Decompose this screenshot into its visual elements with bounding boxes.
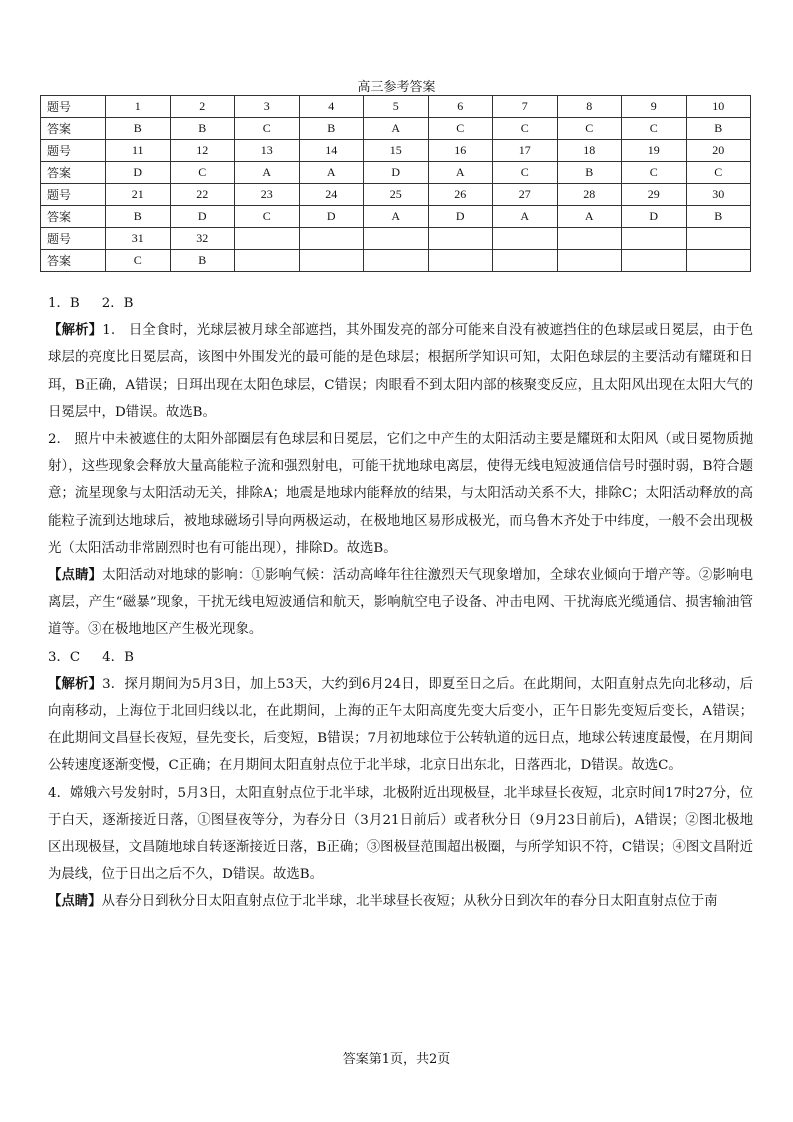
table-cell: 10 bbox=[686, 96, 751, 118]
table-cell: 20 bbox=[686, 140, 751, 162]
table-cell bbox=[493, 228, 558, 250]
table-cell: 15 bbox=[364, 140, 429, 162]
page-footer: 答案第1页，共2页 bbox=[342, 1052, 451, 1067]
explanations bbox=[48, 290, 753, 916]
answer-1: 1．B bbox=[48, 296, 80, 311]
table-cell: 32 bbox=[170, 228, 235, 250]
table-cell: 21 bbox=[106, 184, 171, 206]
table-row bbox=[41, 228, 751, 250]
table-row bbox=[41, 250, 751, 272]
table-cell bbox=[428, 228, 493, 250]
table-cell: 7 bbox=[493, 96, 558, 118]
table-cell: D bbox=[106, 162, 171, 184]
table-cell bbox=[299, 250, 364, 272]
table-cell: C bbox=[235, 118, 300, 140]
table-cell bbox=[364, 250, 429, 272]
row-label: 题号 bbox=[41, 140, 106, 162]
analysis-3-text: 3．探月期间为5月3日，加上53天，大约到6月24日，即夏至日之后。在此期间，太阳直射点先向北移动，后向南移动，上海位于北回归线以北，在此期间，上海的正午太阳高度先变大后变小，正午日影先变短后变长，A错误；在此期间文昌昼长夜短，昼先变长，后变短，B错误；7月初地球位于公转轨道的远日点，地球公转速度最慢，在月期间公转速度逐渐变慢，C正确；在月期间太阳直射点位于北半球，北京日出东北，日落西北，D错误。故选C。 bbox=[48, 676, 753, 774]
table-cell: C bbox=[428, 118, 493, 140]
table-cell: A bbox=[364, 206, 429, 228]
table-row bbox=[41, 162, 751, 184]
analysis-1 bbox=[48, 317, 753, 426]
analysis-tag: 【解析】 bbox=[48, 322, 103, 339]
table-cell: 26 bbox=[428, 184, 493, 206]
table-cell: 5 bbox=[364, 96, 429, 118]
row-label: 答案 bbox=[41, 206, 106, 228]
table-cell: C bbox=[493, 118, 558, 140]
table-cell: 24 bbox=[299, 184, 364, 206]
table-cell bbox=[493, 250, 558, 272]
table-row bbox=[41, 140, 751, 162]
table-cell: D bbox=[622, 206, 687, 228]
table-row bbox=[41, 118, 751, 140]
table-cell: C bbox=[493, 162, 558, 184]
answer-line-1-2 bbox=[48, 290, 753, 317]
table-cell: 2 bbox=[170, 96, 235, 118]
table-cell bbox=[622, 250, 687, 272]
table-cell: D bbox=[170, 206, 235, 228]
table-cell: A bbox=[299, 162, 364, 184]
table-cell: C bbox=[557, 118, 622, 140]
analysis-3 bbox=[48, 671, 753, 780]
answer-3: 3．C bbox=[48, 649, 81, 665]
table-cell: A bbox=[493, 206, 558, 228]
row-label: 答案 bbox=[41, 250, 106, 272]
table-cell bbox=[622, 228, 687, 250]
answer-line-3-4 bbox=[48, 644, 753, 671]
analysis-4-text: 4．嫦娥六号发射时，5月3日，太阳直射点位于北半球，北极附近出现极昼，北半球昼长夜短，北京时间17时27分，位于白天，逐渐接近日落，①图昼夜等分，为春分日（3月21日前后）或者秋分日（9月23日前后)，A错误；②图北极地区出现极昼，文昌随地球自转逐渐接近日落，B正确；③图极昼范围超出极圈，与所学知识不符，C错误；④图文昌附近为晨线，位于日出之后不久，D错误。故选B。 bbox=[48, 785, 753, 883]
table-cell bbox=[557, 228, 622, 250]
table-row bbox=[41, 206, 751, 228]
answer-4: 4．B bbox=[102, 649, 134, 665]
analysis-4 bbox=[48, 780, 753, 889]
table-cell: A bbox=[364, 118, 429, 140]
analysis-tag: 【解析】 bbox=[48, 675, 103, 692]
tip-2-text: 从春分日到秋分日太阳直射点位于北半球，北半球昼长夜短；从秋分日到次年的春分日太阳直射点位于南 bbox=[101, 894, 718, 910]
table-cell: A bbox=[557, 206, 622, 228]
table-cell: C bbox=[170, 162, 235, 184]
table-cell: 29 bbox=[622, 184, 687, 206]
table-cell: B bbox=[686, 118, 751, 140]
tip-tag: 【点睛】 bbox=[48, 567, 103, 584]
table-cell: 19 bbox=[622, 140, 687, 162]
answer-2: 2．B bbox=[101, 296, 134, 311]
table-cell: A bbox=[235, 162, 300, 184]
table-cell bbox=[686, 228, 751, 250]
page-title: 高三参考答案 bbox=[357, 80, 436, 95]
row-label: 答案 bbox=[41, 162, 106, 184]
table-cell: 11 bbox=[106, 140, 171, 162]
table-cell: 14 bbox=[299, 140, 364, 162]
table-cell: B bbox=[170, 250, 235, 272]
table-cell: 25 bbox=[364, 184, 429, 206]
table-cell bbox=[235, 250, 300, 272]
table-cell bbox=[235, 228, 300, 250]
row-label: 题号 bbox=[41, 96, 106, 118]
table-cell: 13 bbox=[235, 140, 300, 162]
table-cell bbox=[364, 228, 429, 250]
table-cell bbox=[557, 250, 622, 272]
row-label: 答案 bbox=[41, 118, 106, 140]
table-cell bbox=[686, 250, 751, 272]
table-cell: D bbox=[428, 206, 493, 228]
table-cell: C bbox=[622, 118, 687, 140]
table-cell: 6 bbox=[428, 96, 493, 118]
tip-tag: 【点睛】 bbox=[48, 893, 102, 910]
table-cell: D bbox=[299, 206, 364, 228]
table-cell: 23 bbox=[235, 184, 300, 206]
table-cell: A bbox=[428, 162, 493, 184]
table-cell: C bbox=[235, 206, 300, 228]
table-row bbox=[41, 96, 751, 118]
table-cell: 9 bbox=[622, 96, 687, 118]
table-cell: 28 bbox=[557, 184, 622, 206]
table-cell: 4 bbox=[299, 96, 364, 118]
table-cell: 31 bbox=[106, 228, 171, 250]
analysis-2-text: 2. 照片中未被遮住的太阳外部圈层有色球层和日冕层，它们之中产生的太阳活动主要是耀斑和太阳风（或日冕物质抛射），这些现象会释放大量高能粒子流和强烈射电，可能干扰地球电离层，使得无线电短波通信信号时强时弱，B符合题意；流星现象与太阳活动无关，排除A；地震是地球内能释放的结果，与太阳活动关系不大，排除C；太阳活动释放的高能粒子流到达地球后，被地球磁场引导向两极运动，在极地地区易形成极光，而乌鲁木齐处于中纬度，一般不会出现极光（太阳活动非常剧烈时也有可能出现），排除D。故选B。 bbox=[48, 432, 753, 556]
table-cell: 12 bbox=[170, 140, 235, 162]
table-cell: 17 bbox=[493, 140, 558, 162]
table-cell: 16 bbox=[428, 140, 493, 162]
table-cell: B bbox=[106, 118, 171, 140]
tip-1-text: 太阳活动对地球的影响：①影响气候：活动高峰年往往激烈天气现象增加，全球农业倾向于增产等。②影响电离层，产生“磁暴”现象，干扰无线电短波通信和航天，影响航空电子设备、冲击电网、干扰海底光缆通信、损害输油管道等。③在极地地区产生极光现象。 bbox=[48, 568, 754, 638]
table-cell: 22 bbox=[170, 184, 235, 206]
table-cell: B bbox=[299, 118, 364, 140]
analysis-1-text: 1. 日全食时，光球层被月球全部遮挡，其外围发亮的部分可能来自没有被遮挡住的色球层或日冕层，由于色球层的亮度比日冕层高，该图中外围发光的最可能的是色球层；根据所学知识可知，太阳色球层的主要活动有耀斑和日珥，B正确，A错误；日珥出现在太阳色球层，C错误；肉眼看不到太阳内部的核聚变反应，且太阳风出现在太阳大气的日冕层中，D错误。故选B。 bbox=[48, 323, 753, 420]
analysis-2 bbox=[48, 426, 753, 562]
table-cell: B bbox=[106, 206, 171, 228]
table-cell: D bbox=[364, 162, 429, 184]
row-label: 题号 bbox=[41, 184, 106, 206]
table-cell: B bbox=[170, 118, 235, 140]
tip-1 bbox=[48, 562, 753, 644]
row-label: 题号 bbox=[41, 228, 106, 250]
table-row bbox=[41, 184, 751, 206]
table-cell: 27 bbox=[493, 184, 558, 206]
answer-table bbox=[40, 95, 751, 272]
table-cell: 30 bbox=[686, 184, 751, 206]
table-cell: 3 bbox=[235, 96, 300, 118]
table-cell bbox=[299, 228, 364, 250]
table-cell: 1 bbox=[106, 96, 171, 118]
tip-2 bbox=[48, 888, 753, 915]
table-cell: 8 bbox=[557, 96, 622, 118]
table-cell: B bbox=[686, 206, 751, 228]
table-cell bbox=[428, 250, 493, 272]
table-cell: C bbox=[106, 250, 171, 272]
table-cell: B bbox=[557, 162, 622, 184]
table-cell: C bbox=[686, 162, 751, 184]
table-cell: C bbox=[622, 162, 687, 184]
table-cell: 18 bbox=[557, 140, 622, 162]
